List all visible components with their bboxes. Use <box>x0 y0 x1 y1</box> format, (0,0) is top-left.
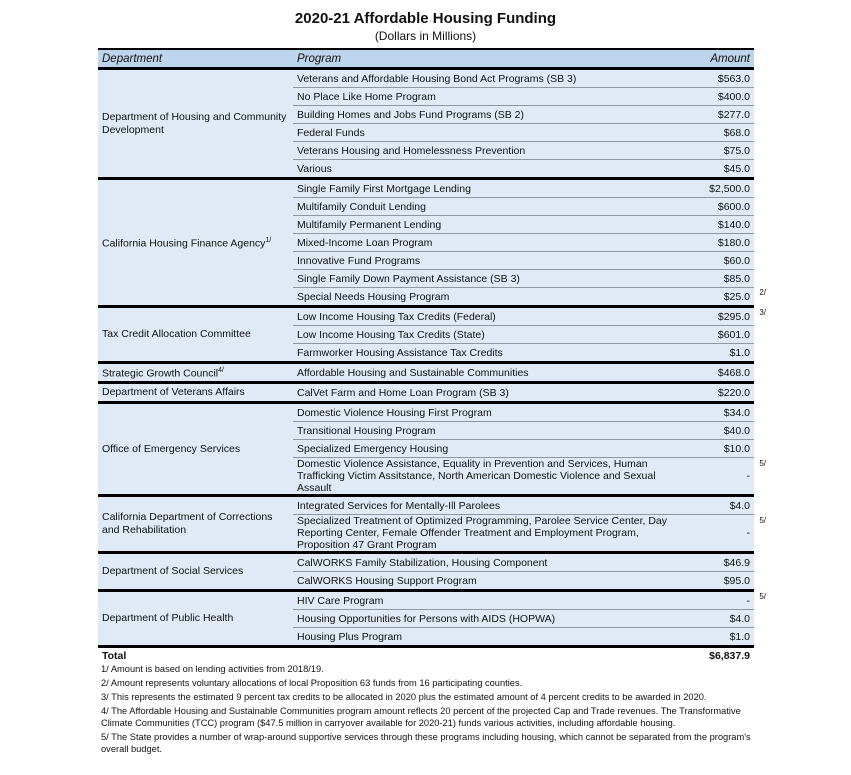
amount-cell <box>676 422 754 440</box>
total-amount: $6,837.9 <box>676 647 754 665</box>
amount-cell <box>676 326 754 344</box>
amount-value: $85.0 <box>723 272 750 285</box>
amount-cell <box>676 160 754 179</box>
program-cell: Multifamily Permanent Lending <box>293 216 676 234</box>
amount-cell <box>676 88 754 106</box>
header-amount: Amount <box>676 49 754 69</box>
amount-value: $220.0 <box>717 386 750 399</box>
total-spacer <box>293 647 676 665</box>
footnote: 5/ The State provides a number of wrap-around supportive services through these programs including housing, which cannot be separated from the program's overall budget. <box>101 732 751 754</box>
program-cell: Low Income Housing Tax Credits (Federal) <box>293 307 676 326</box>
program-cell: Federal Funds <box>293 124 676 142</box>
footnote-marker: 5/ <box>759 592 766 601</box>
amount-cell <box>676 234 754 252</box>
program-cell: Innovative Fund Programs <box>293 252 676 270</box>
program-cell: Specialized Treatment of Optimized Programming, Parolee Service Center, Day Reporting Center, Female Offender Treatment and Employment Program, Proposition 47 Grant Program <box>293 515 676 553</box>
program-cell: Integrated Services for Mentally-Ill Parolees <box>293 496 676 515</box>
footnote: 3/ This represents the estimated 9 percent tax credits to be allocated in 2020 plus the estimated amount of 4 percent credits to be awarded in 2020. <box>101 692 707 702</box>
footnote: 2/ Amount represents voluntary allocations of local Proposition 63 funds from 16 participating counties. <box>101 678 523 688</box>
program-cell: HIV Care Program <box>293 591 676 610</box>
program-cell: Specialized Emergency Housing <box>293 440 676 458</box>
amount-cell <box>676 307 766 326</box>
program-cell: Single Family Down Payment Assistance (SB 3) <box>293 270 676 288</box>
table-row <box>98 363 754 383</box>
department-cell <box>98 363 293 383</box>
footnote: 4/ The Affordable Housing and Sustainable Communities program amount reflects 20 percent of the projected Cap and Trade revenues. The Transformative Climate Communities (TCC) program ($47.5 million in carryover available for 2020-21) funds various activities, including affordable housing. <box>101 706 741 728</box>
amount-cell <box>676 628 754 647</box>
amount-cell <box>676 252 754 270</box>
page-title: 2020-21 Affordable Housing Funding <box>294 10 557 27</box>
amount-cell <box>676 344 754 363</box>
program-cell: Domestic Violence Housing First Program <box>293 403 676 422</box>
amount-cell <box>676 553 754 572</box>
table-row <box>98 383 754 403</box>
amount-value: $140.0 <box>717 218 750 231</box>
amount-value: $563.0 <box>717 72 750 85</box>
amount-value: $4.0 <box>729 499 750 512</box>
amount-cell <box>676 216 754 234</box>
amount-value: $45.0 <box>723 162 750 175</box>
program-cell: Veterans Housing and Homelessness Prevention <box>293 142 676 160</box>
page-subtitle: (Dollars in Millions) <box>374 29 477 43</box>
amount-value: $68.0 <box>723 126 750 139</box>
amount-value: $4.0 <box>729 612 750 625</box>
amount-value: $180.0 <box>717 236 750 249</box>
amount-cell <box>676 496 754 515</box>
total-label: Total <box>98 647 293 665</box>
table-row <box>98 179 754 198</box>
amount-value: $34.0 <box>723 406 750 419</box>
table-row <box>98 307 754 326</box>
amount-cell <box>676 383 754 403</box>
program-cell: Affordable Housing and Sustainable Communities <box>293 363 676 383</box>
amount-cell <box>676 270 754 288</box>
amount-value: $25.0 <box>723 290 750 303</box>
amount-value: $60.0 <box>723 254 750 267</box>
footnote-marker: 3/ <box>759 308 766 317</box>
amount-cell <box>676 515 766 553</box>
table-row <box>98 496 754 515</box>
program-cell: Farmworker Housing Assistance Tax Credits <box>293 344 676 363</box>
table-row <box>98 69 754 88</box>
amount-cell <box>676 458 766 496</box>
program-cell: Housing Plus Program <box>293 628 676 647</box>
department-name: Department of Veterans Affairs <box>102 386 245 398</box>
amount-cell <box>676 572 754 591</box>
department-cell <box>98 383 293 403</box>
amount-cell <box>676 69 754 88</box>
amount-cell <box>676 610 754 628</box>
footnote: 1/ Amount is based on lending activities from 2018/19. <box>101 664 324 674</box>
footnotes <box>101 663 751 757</box>
amount-cell <box>676 440 754 458</box>
footnote-marker: 5/ <box>759 516 766 525</box>
amount-cell <box>676 288 766 307</box>
department-name: Strategic Growth Council <box>102 367 219 380</box>
program-cell: Domestic Violence Assistance, Equality in Prevention and Services, Human Trafficking Victim Assitstance, North American Domestic Violence and Sexual Assault <box>293 458 676 496</box>
program-cell: No Place Like Home Program <box>293 88 676 106</box>
amount-cell <box>676 142 754 160</box>
department-cell <box>98 179 293 307</box>
amount-value: $40.0 <box>723 424 750 437</box>
amount-value: $46.9 <box>723 556 750 569</box>
amount-value: $400.0 <box>717 90 750 103</box>
department-cell <box>98 591 293 647</box>
program-cell: CalWORKS Housing Support Program <box>293 572 676 591</box>
footnote-marker: 2/ <box>759 288 766 297</box>
department-name: Department of Housing and Community Development <box>102 110 287 136</box>
department-cell <box>98 403 293 496</box>
program-cell: Mixed-Income Loan Program <box>293 234 676 252</box>
header-program: Program <box>293 49 676 69</box>
footnote-marker: 4/ <box>218 367 224 375</box>
funding-table <box>98 48 766 664</box>
amount-cell <box>676 363 754 383</box>
amount-value: $75.0 <box>723 144 750 157</box>
amount-value: $600.0 <box>717 200 750 213</box>
department-cell <box>98 553 293 591</box>
department-name: Tax Credit Allocation Committee <box>102 328 251 340</box>
program-cell: Housing Opportunities for Persons with AIDS (HOPWA) <box>293 610 676 628</box>
amount-value: $1.0 <box>729 346 750 359</box>
amount-value: - <box>746 594 750 607</box>
amount-cell <box>676 198 754 216</box>
footnote-marker: 1/ <box>265 237 272 245</box>
header-department: Department <box>98 49 293 69</box>
amount-cell <box>676 124 754 142</box>
department-name: Office of Emergency Services <box>102 442 241 455</box>
table-row <box>98 553 754 572</box>
program-cell: Special Needs Housing Program <box>293 288 676 307</box>
amount-value: $95.0 <box>723 574 750 587</box>
footnote-marker: 5/ <box>759 459 766 468</box>
department-cell <box>98 307 293 363</box>
amount-value: $2,500.0 <box>709 182 750 195</box>
program-cell: CalVet Farm and Home Loan Program (SB 3) <box>293 383 676 403</box>
amount-value: $295.0 <box>717 310 750 323</box>
department-name: Department of Public Health <box>102 612 234 624</box>
program-cell: Veterans and Affordable Housing Bond Act Programs (SB 3) <box>293 69 676 88</box>
amount-cell <box>676 591 766 610</box>
total-row <box>98 647 754 665</box>
table-row <box>98 403 754 422</box>
program-cell: Building Homes and Jobs Fund Programs (SB 2) <box>293 106 676 124</box>
program-cell: Multifamily Conduit Lending <box>293 198 676 216</box>
department-name: Department of Social Services <box>102 565 244 577</box>
table-header <box>98 49 754 69</box>
program-cell: Various <box>293 160 676 179</box>
amount-value: - <box>746 470 750 482</box>
amount-value: $601.0 <box>717 328 750 341</box>
amount-value: $468.0 <box>717 366 750 379</box>
department-name: California Housing Finance Agency <box>102 237 266 250</box>
program-cell: CalWORKS Family Stabilization, Housing Component <box>293 553 676 572</box>
amount-value: $10.0 <box>723 442 750 455</box>
table-row <box>98 591 754 610</box>
department-name: California Department of Corrections and Rehabilitation <box>102 511 273 536</box>
amount-cell <box>676 179 754 198</box>
program-cell: Low Income Housing Tax Credits (State) <box>293 326 676 344</box>
program-cell: Single Family First Mortgage Lending <box>293 179 676 198</box>
amount-value: - <box>746 527 750 539</box>
amount-cell <box>676 403 754 422</box>
amount-value: $1.0 <box>729 630 750 643</box>
amount-cell <box>676 106 754 124</box>
amount-value: $277.0 <box>717 108 750 121</box>
department-cell <box>98 496 293 553</box>
department-cell <box>98 69 293 179</box>
program-cell: Transitional Housing Program <box>293 422 676 440</box>
